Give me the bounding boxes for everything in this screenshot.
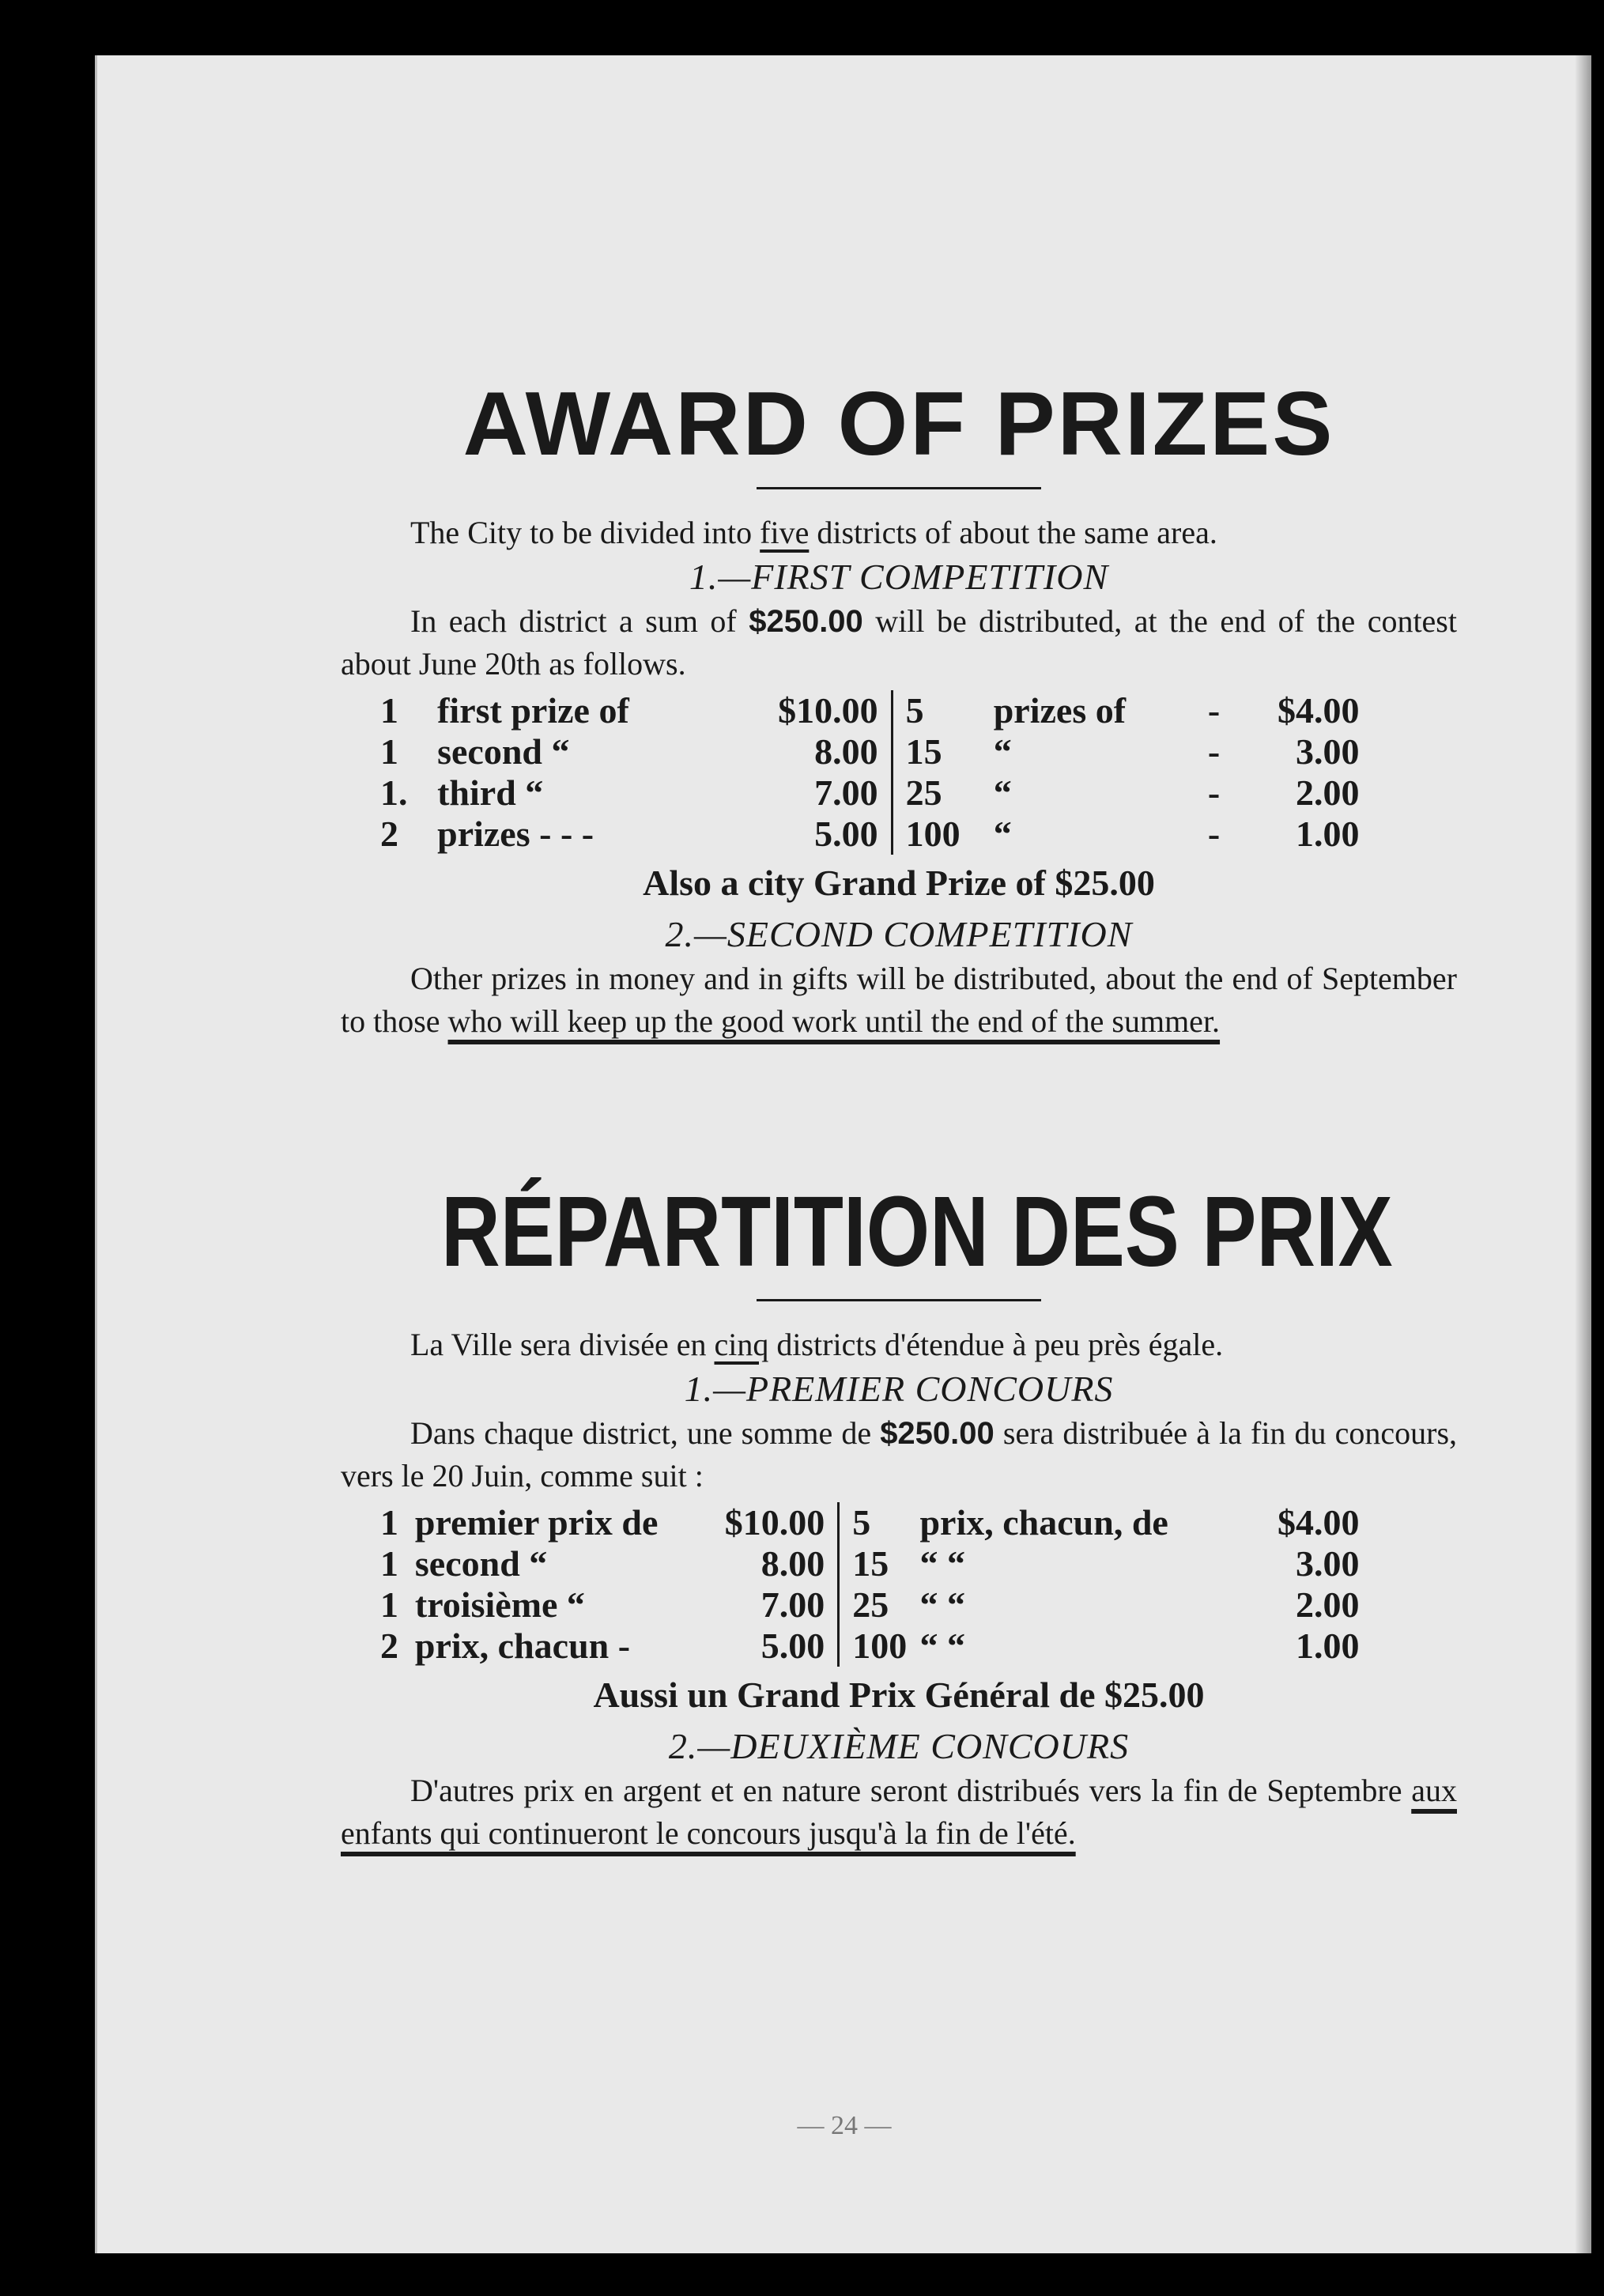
prize-separator: - [1207,690,1221,731]
prize-amount: 7.00 [723,772,892,814]
prize-description: prizes - - - [437,814,594,854]
prize-sum: $250.00 [880,1416,994,1451]
prize-amount: 1.00 [1296,814,1360,854]
prize-separator [1215,1543,1262,1584]
title-rule [757,1299,1041,1301]
first-competition-title: 1.—FIRST COMPETITION [689,557,1109,597]
underlined-text: who will keep up the good work until the end of the summer. [447,1003,1221,1039]
prize-row [380,1626,1360,1667]
competition-text: D'autres prix en argent et en nature seront distribués vers la fin de Septembre [410,1773,1412,1808]
prize-count: 1 [380,1502,398,1543]
intro-text: districts of about the same area. [809,515,1217,550]
second-competition-text [341,957,1457,1043]
prize-separator: - [1207,772,1221,813]
underlined-text: aux enfants qui continueront le concours jusqu'à la fin de l'été. [341,1773,1457,1851]
prize-row [380,690,1360,731]
french-prize-table [380,1502,1361,1667]
intro-underlined-word: five [760,515,810,550]
prize-description: “ “ [919,1584,965,1625]
prize-description: “ [993,772,1012,813]
prize-amount: 2.00 [1296,1584,1360,1625]
prize-row [380,1584,1360,1626]
prize-separator [1215,1502,1262,1543]
page-content [341,316,1457,1855]
prize-count: 1 [380,1543,398,1584]
prize-count: 100 [852,1626,908,1666]
prize-amount: $10.00 [704,1502,839,1543]
intro-underlined-word: cinq [714,1327,769,1362]
prize-amount: 7.00 [704,1584,839,1626]
prize-description: second “ [414,1543,548,1584]
prize-row [380,814,1360,855]
deuxieme-concours-title: 2.—DEUXIÈME CONCOURS [668,1726,1130,1766]
prize-description: prix, chacun - [414,1626,631,1666]
prize-amount: $4.00 [1278,1502,1360,1543]
document-page [95,55,1591,2253]
prize-description: “ “ [919,1543,965,1584]
prize-row [380,1502,1360,1543]
prize-count: 15 [852,1543,889,1584]
page-edge-shadow [1576,55,1591,2253]
competition-text: Other prizes in money and in gifts will be distributed, about the end of September to those [341,961,1457,1039]
intro-text: districts d'étendue à peu près égale. [768,1327,1224,1362]
prize-description: prix, chacun, de [919,1502,1168,1543]
prize-separator [1215,1626,1262,1667]
page-number: — 24 — [797,2111,892,2140]
prize-description: first prize of [437,690,629,731]
competition-text: Dans chaque district, une somme de [410,1415,881,1451]
deuxieme-concours-text [341,1769,1457,1855]
prize-count: 1 [380,690,398,731]
prize-separator: - [1207,731,1221,772]
prize-count: 2 [380,1626,398,1666]
second-competition-title: 2.—SECOND COMPETITION [665,914,1133,954]
english-intro [341,512,1457,554]
prize-description: “ “ [919,1626,965,1666]
english-title: AWARD OF PRIZES [462,374,1335,474]
competition-text: In each district a sum of [410,603,749,639]
prize-count: 2 [380,814,398,854]
prize-count: 15 [905,731,942,772]
prize-description: premier prix de [414,1502,659,1543]
prize-count: 1 [380,1584,398,1625]
first-competition-text [341,600,1457,685]
prize-amount: 3.00 [1296,1543,1360,1584]
prize-amount: 5.00 [704,1626,839,1667]
prize-amount: $10.00 [723,690,892,731]
prize-description: troisième “ [414,1584,585,1625]
french-title: RÉPARTITION DES PRIX [441,1176,1393,1287]
english-grand-prize: Also a city Grand Prize of $25.00 [643,863,1155,903]
competition-text: sera distribuée à la fin du concours, vers le 20 Juin, comme suit : [341,1415,1458,1494]
english-prize-table [380,690,1361,855]
prize-description: prizes of [993,690,1127,731]
prize-count: 5 [905,690,924,731]
competition-text: will be distributed, at the end of the contest about June 20th as follows. [341,603,1457,682]
prize-separator [1215,1584,1262,1626]
intro-text: The City to be divided into [410,515,760,550]
prize-amount: 5.00 [723,814,892,855]
prize-count: 25 [852,1584,889,1625]
title-rule [757,487,1041,489]
prize-row [380,1543,1360,1584]
prize-description: “ [993,731,1012,772]
premier-concours-text [341,1412,1457,1497]
premier-concours-title: 1.—PREMIER CONCOURS [684,1369,1114,1409]
intro-text: La Ville sera divisée en [410,1327,715,1362]
prize-amount: $4.00 [1278,690,1360,731]
prize-row [380,731,1360,772]
prize-description: second “ [437,731,570,772]
prize-amount: 3.00 [1296,731,1360,772]
section-gap [341,1043,1457,1182]
prize-count: 100 [905,814,961,854]
prize-count: 25 [905,772,942,813]
french-grand-prize: Aussi un Grand Prix Général de $25.00 [593,1675,1205,1715]
prize-count: 1 [380,731,398,772]
prize-count: 1. [380,772,408,813]
prize-sum: $250.00 [749,604,863,639]
prize-amount: 2.00 [1296,772,1360,813]
prize-amount: 8.00 [723,731,892,772]
prize-amount: 8.00 [704,1543,839,1584]
prize-row [380,772,1360,814]
prize-count: 5 [852,1502,871,1543]
prize-description: “ [993,814,1012,854]
prize-amount: 1.00 [1296,1626,1360,1666]
prize-description: third “ [437,772,544,813]
prize-separator: - [1207,814,1221,854]
french-intro [341,1324,1457,1366]
